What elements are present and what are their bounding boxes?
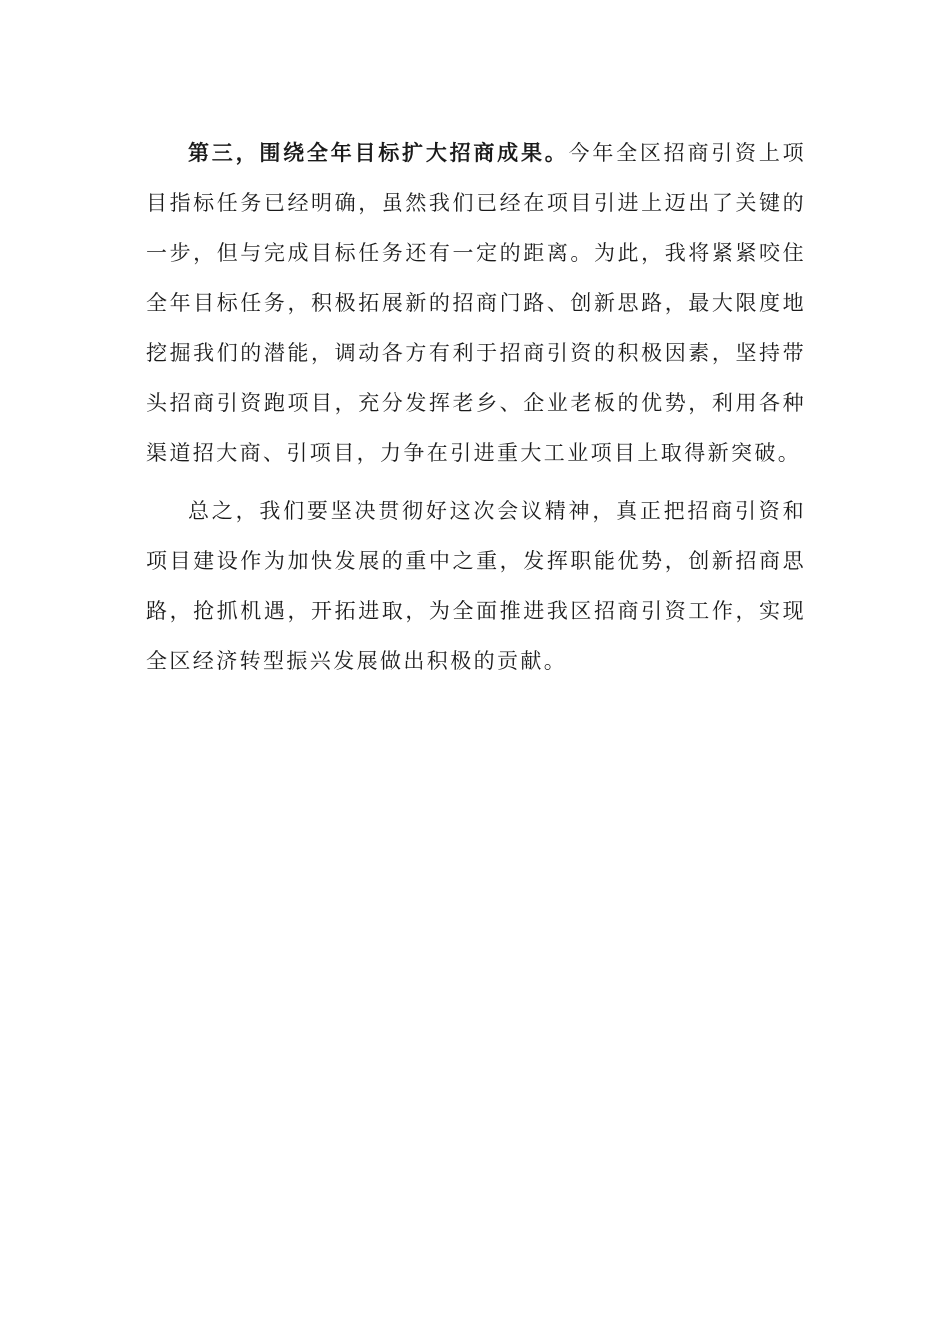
paragraph-lead-heading: 第三，围绕全年目标扩大招商成果。	[188, 140, 569, 165]
paragraph-conclusion	[146, 486, 806, 686]
document-body	[146, 128, 806, 686]
paragraph-text: 总之，我们要坚决贯彻好这次会议精神，真正把招商引资和项目建设作为加快发展的重中之重，发挥职能优势，创新招商思路，抢抓机遇，开拓进取，为全面推进我区招商引资工作，实现全区经济转型振兴发展做出积极的贡献。	[146, 499, 806, 673]
paragraph-text: 今年全区招商引资上项目指标任务已经明确，虽然我们已经在项目引进上迈出了关键的一步，但与完成目标任务还有一定的距离。为此，我将紧紧咬住全年目标任务，积极拓展新的招商门路、创新思路，最大限度地挖掘我们的潜能，调动各方有利于招商引资的积极因素，坚持带头招商引资跑项目，充分发挥老乡、企业老板的优势，利用各种渠道招大商、引项目，力争在引进重大工业项目上取得新突破。	[146, 141, 806, 465]
paragraph-investment-goals	[146, 128, 806, 478]
